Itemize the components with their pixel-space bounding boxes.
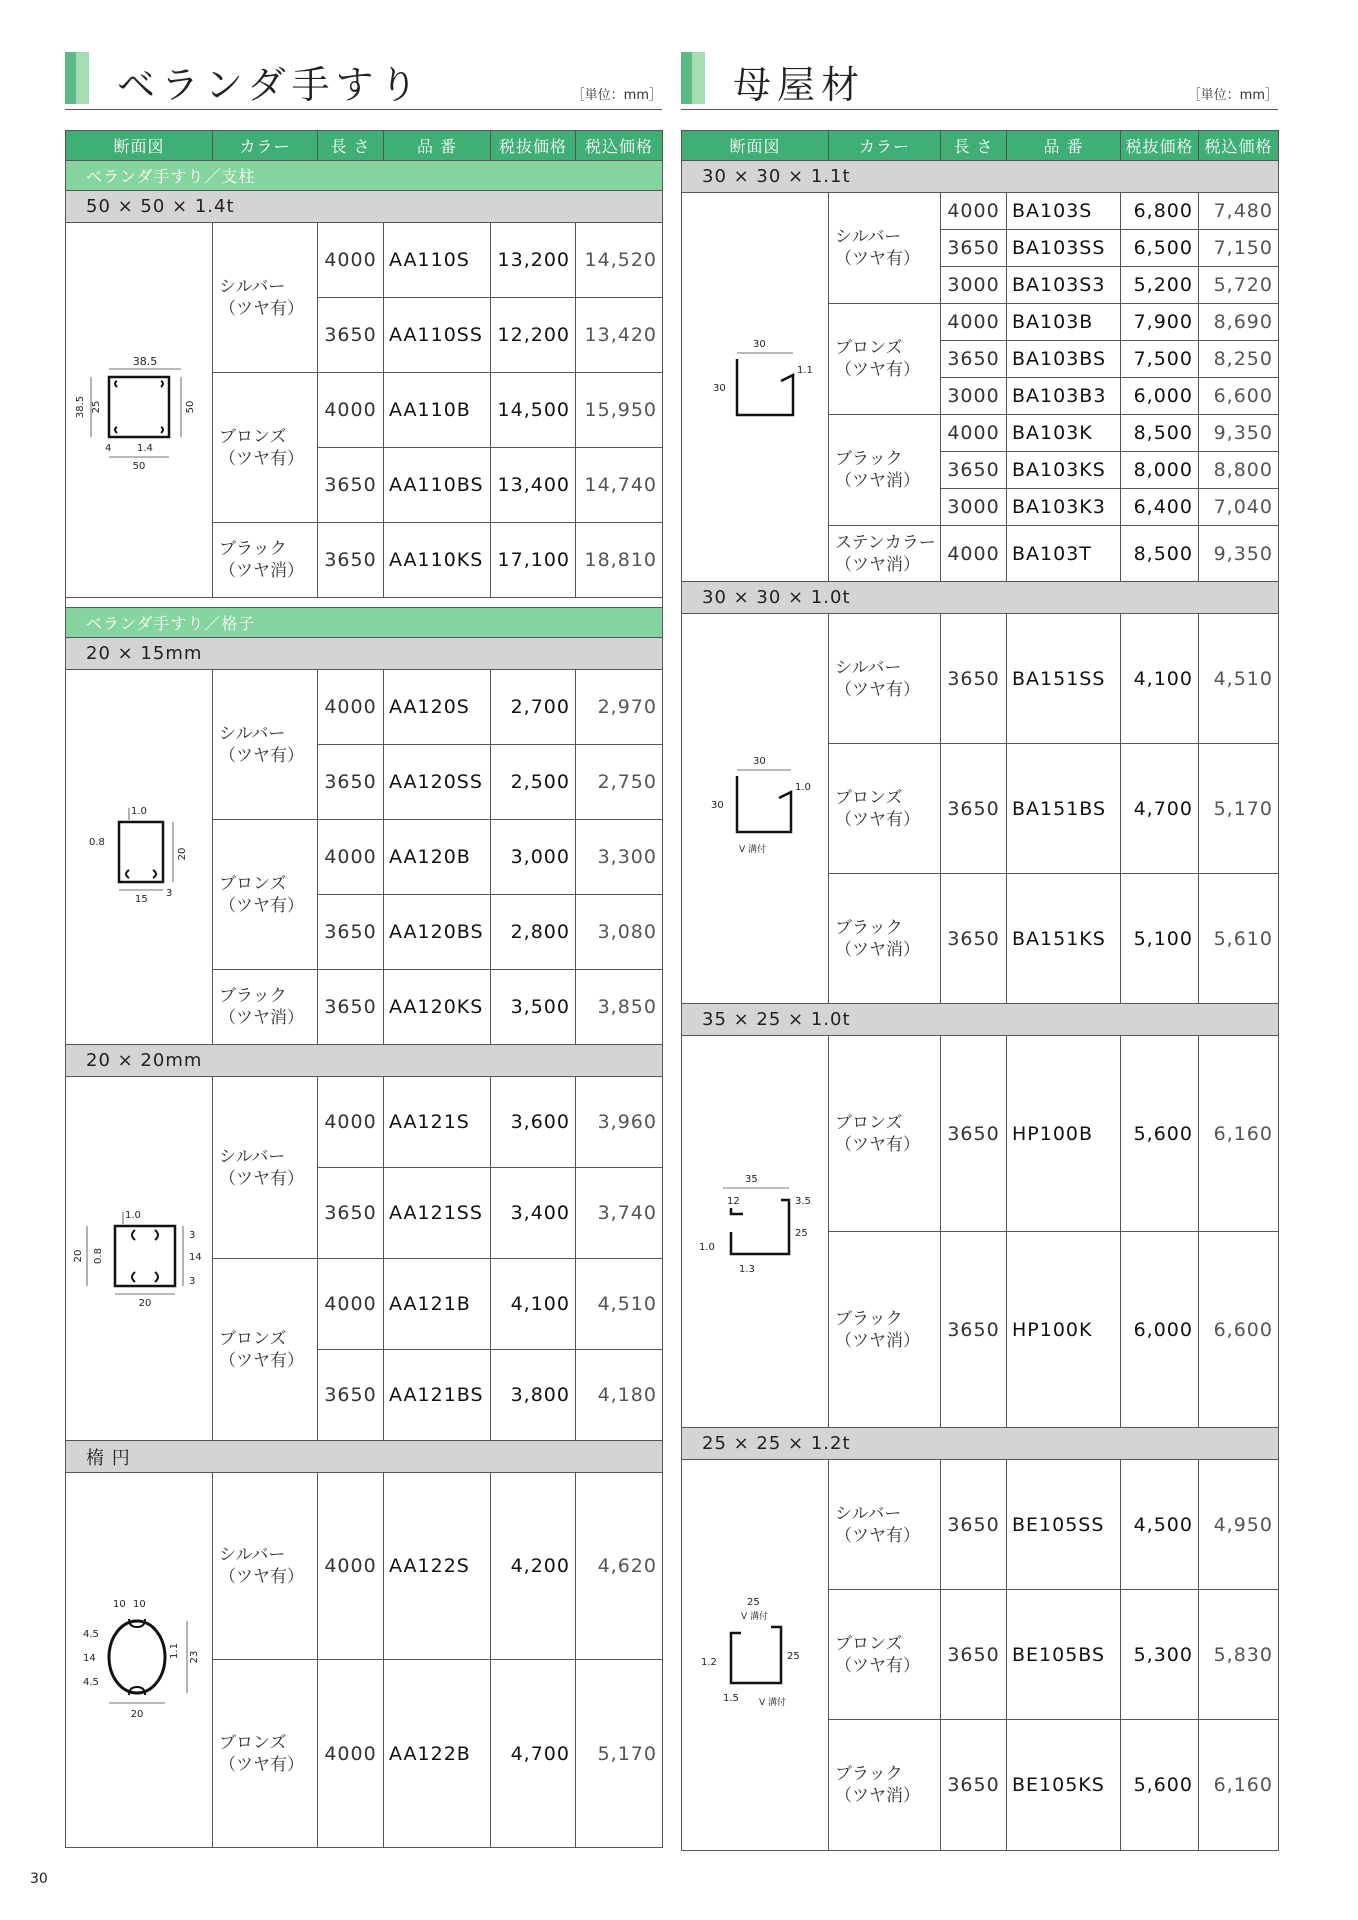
svg-text:1.2: 1.2	[701, 1657, 717, 1668]
price-incl-tax: 14,740	[576, 448, 663, 523]
price-incl-tax: 5,720	[1199, 267, 1279, 304]
svg-text:30: 30	[753, 755, 766, 767]
part-number: HP100B	[1007, 1036, 1121, 1232]
price-excl-tax: 17,100	[491, 523, 576, 598]
table-row	[682, 1036, 1279, 1232]
part-number: BA103K3	[1007, 489, 1121, 526]
price-excl-tax: 12,200	[491, 298, 576, 373]
length: 3650	[318, 523, 384, 598]
svg-text:50: 50	[132, 461, 146, 472]
cross-section-diagram	[66, 670, 213, 1045]
price-excl-tax: 6,800	[1121, 193, 1199, 230]
price-excl-tax: 14,500	[491, 373, 576, 448]
cross-section-lipped-channel	[685, 1170, 825, 1290]
price-incl-tax: 7,040	[1199, 489, 1279, 526]
svg-text:50: 50	[185, 400, 196, 414]
part-number: BE105KS	[1007, 1720, 1121, 1851]
part-number: BE105BS	[1007, 1590, 1121, 1720]
part-number: BA151SS	[1007, 614, 1121, 744]
cross-section-diagram	[66, 223, 213, 598]
cross-section-20x15	[69, 800, 209, 910]
part-number: BA103B	[1007, 304, 1121, 341]
color-bronze-gloss: ブロンズ （ツヤ有）	[213, 373, 318, 523]
svg-text:25: 25	[747, 1597, 760, 1608]
price-incl-tax: 14,520	[576, 223, 663, 298]
price-incl-tax: 5,830	[1199, 1590, 1279, 1720]
color-bronze-gloss: ブロンズ （ツヤ有）	[213, 1660, 318, 1848]
part-number: AA120BS	[384, 895, 491, 970]
color-silver-gloss: シルバー （ツヤ有）	[213, 1077, 318, 1259]
price-table-purlin	[681, 130, 1279, 1851]
price-incl-tax: 4,620	[576, 1473, 663, 1660]
table-row	[682, 193, 1279, 230]
color-black-matte: ブラック （ツヤ消）	[213, 523, 318, 598]
cross-section-diagram	[682, 193, 829, 582]
price-excl-tax: 4,200	[491, 1473, 576, 1660]
price-incl-tax: 9,350	[1199, 526, 1279, 582]
length: 3650	[941, 744, 1007, 874]
color-silver-gloss: シルバー （ツヤ有）	[829, 614, 941, 744]
price-excl-tax: 7,900	[1121, 304, 1199, 341]
part-number: AA110SS	[384, 298, 491, 373]
part-number: AA122S	[384, 1473, 491, 1660]
color-silver-gloss: シルバー （ツヤ有）	[213, 1473, 318, 1660]
svg-text:1.3: 1.3	[739, 1263, 755, 1275]
price-incl-tax: 3,300	[576, 820, 663, 895]
color-black-matte: ブラック （ツヤ消）	[829, 874, 941, 1004]
price-excl-tax: 7,500	[1121, 341, 1199, 378]
length: 3650	[318, 970, 384, 1045]
svg-text:4.5: 4.5	[83, 1629, 99, 1640]
table-row	[66, 670, 663, 745]
price-incl-tax: 2,970	[576, 670, 663, 745]
header-price-excl-tax: 税抜価格	[1121, 131, 1199, 161]
table-header-row	[66, 131, 663, 161]
price-incl-tax: 6,600	[1199, 1232, 1279, 1428]
part-number: BA103B3	[1007, 378, 1121, 415]
cross-section-diagram	[682, 1036, 829, 1428]
cross-section-diagram	[66, 1473, 213, 1848]
length: 4000	[941, 526, 1007, 582]
part-number: AA120KS	[384, 970, 491, 1045]
svg-text:25: 25	[787, 1651, 800, 1662]
price-excl-tax: 13,200	[491, 223, 576, 298]
price-incl-tax: 3,850	[576, 970, 663, 1045]
svg-text:35: 35	[745, 1173, 758, 1185]
category-lattice: ベランダ手すり／格子	[66, 608, 663, 638]
price-incl-tax: 2,750	[576, 745, 663, 820]
length: 3650	[941, 230, 1007, 267]
length: 3000	[941, 267, 1007, 304]
svg-text:10: 10	[113, 1599, 126, 1610]
svg-text:30: 30	[713, 383, 726, 394]
table-row	[66, 223, 663, 298]
part-number: AA110S	[384, 223, 491, 298]
part-number: AA110B	[384, 373, 491, 448]
price-excl-tax: 5,300	[1121, 1590, 1199, 1720]
table-row	[682, 614, 1279, 744]
length: 3650	[318, 1350, 384, 1441]
length: 4000	[941, 415, 1007, 452]
table-row	[66, 1077, 663, 1168]
length: 3650	[941, 1232, 1007, 1428]
svg-text:1.1: 1.1	[169, 1643, 180, 1659]
price-excl-tax: 3,000	[491, 820, 576, 895]
price-excl-tax: 5,100	[1121, 874, 1199, 1004]
color-silver-gloss: シルバー （ツヤ有）	[213, 670, 318, 820]
price-excl-tax: 6,000	[1121, 1232, 1199, 1428]
price-incl-tax: 3,080	[576, 895, 663, 970]
length: 4000	[318, 223, 384, 298]
svg-text:15: 15	[135, 894, 148, 905]
svg-text:14: 14	[189, 1251, 202, 1263]
price-incl-tax: 18,810	[576, 523, 663, 598]
price-excl-tax: 3,800	[491, 1350, 576, 1441]
price-incl-tax: 7,150	[1199, 230, 1279, 267]
svg-text:23: 23	[189, 1650, 200, 1664]
part-number: AA120B	[384, 820, 491, 895]
part-number: AA121S	[384, 1077, 491, 1168]
size-heading: 50 × 50 × 1.4t	[66, 191, 663, 223]
length: 3650	[318, 448, 384, 523]
header-length: 長 さ	[941, 131, 1007, 161]
color-black-matte: ブラック （ツヤ消）	[829, 1232, 941, 1428]
svg-text:4.5: 4.5	[83, 1677, 99, 1688]
svg-text:1.1: 1.1	[797, 365, 813, 376]
svg-text:V 溝付: V 溝付	[759, 1698, 787, 1708]
part-number: AA110BS	[384, 448, 491, 523]
svg-text:20: 20	[138, 1297, 152, 1309]
svg-text:1.4: 1.4	[137, 443, 153, 454]
part-number: BA103T	[1007, 526, 1121, 582]
section-title: 母屋材	[733, 63, 866, 107]
length: 4000	[941, 304, 1007, 341]
price-incl-tax: 8,800	[1199, 452, 1279, 489]
header-price-incl-tax: 税込価格	[1199, 131, 1279, 161]
length: 3650	[318, 895, 384, 970]
color-black-matte: ブラック （ツヤ消）	[829, 1720, 941, 1851]
price-excl-tax: 5,600	[1121, 1720, 1199, 1851]
price-excl-tax: 4,100	[491, 1259, 576, 1350]
length: 3000	[941, 489, 1007, 526]
price-incl-tax: 4,510	[1199, 614, 1279, 744]
svg-text:10: 10	[133, 1599, 146, 1610]
length: 3650	[318, 1168, 384, 1259]
svg-text:25: 25	[91, 400, 102, 414]
svg-text:0.8: 0.8	[89, 837, 105, 848]
price-excl-tax: 4,500	[1121, 1460, 1199, 1590]
color-stain-matte: ステンカラー （ツヤ消）	[829, 526, 941, 582]
svg-text:1.0: 1.0	[795, 781, 811, 793]
size-heading: 楕 円	[66, 1441, 663, 1473]
size-heading: 20 × 20mm	[66, 1045, 663, 1077]
length: 4000	[318, 373, 384, 448]
header-color: カラー	[213, 131, 318, 161]
svg-text:1.0: 1.0	[131, 806, 147, 817]
part-number: BA103S3	[1007, 267, 1121, 304]
svg-text:V 溝付: V 溝付	[739, 844, 767, 855]
header-price-excl-tax: 税抜価格	[491, 131, 576, 161]
price-excl-tax: 4,700	[1121, 744, 1199, 874]
length: 3650	[941, 452, 1007, 489]
title-accent-bar	[65, 52, 89, 104]
price-excl-tax: 3,500	[491, 970, 576, 1045]
length: 3650	[318, 745, 384, 820]
price-incl-tax: 13,420	[576, 298, 663, 373]
color-bronze-gloss: ブロンズ （ツヤ有）	[829, 304, 941, 415]
cross-section-diagram	[682, 614, 829, 1004]
color-bronze-gloss: ブロンズ （ツヤ有）	[213, 820, 318, 970]
unit-label: ［単位：mm］	[1187, 88, 1278, 103]
part-number: BA103KS	[1007, 452, 1121, 489]
category-post: ベランダ手すり／支柱	[66, 161, 663, 191]
table-row	[66, 1473, 663, 1660]
header-part-number: 品 番	[384, 131, 491, 161]
cross-section-square-post	[69, 343, 209, 473]
cross-section-lipped-channel-v-groove	[685, 1593, 825, 1713]
part-number: BA151BS	[1007, 744, 1121, 874]
part-number: BA103BS	[1007, 341, 1121, 378]
cross-section-c-channel-30	[685, 335, 825, 435]
part-number: AA121BS	[384, 1350, 491, 1441]
price-excl-tax: 8,000	[1121, 452, 1199, 489]
length: 3000	[941, 378, 1007, 415]
part-number: BE105SS	[1007, 1460, 1121, 1590]
size-heading: 35 × 25 × 1.0t	[682, 1004, 1279, 1036]
part-number: AA121SS	[384, 1168, 491, 1259]
part-number: AA120SS	[384, 745, 491, 820]
header-diagram: 断面図	[682, 131, 829, 161]
price-excl-tax: 8,500	[1121, 415, 1199, 452]
svg-text:30: 30	[711, 799, 724, 811]
section-title: ベランダ手すり	[117, 63, 424, 107]
price-excl-tax: 6,000	[1121, 378, 1199, 415]
svg-text:1.5: 1.5	[723, 1693, 739, 1704]
table-header-row	[682, 131, 1279, 161]
svg-text:V 溝付: V 溝付	[741, 1612, 769, 1622]
cross-section-diagram	[682, 1460, 829, 1851]
price-excl-tax: 4,700	[491, 1660, 576, 1848]
length: 3650	[941, 1720, 1007, 1851]
length: 3650	[941, 1590, 1007, 1720]
part-number: AA120S	[384, 670, 491, 745]
header-color: カラー	[829, 131, 941, 161]
price-incl-tax: 6,160	[1199, 1036, 1279, 1232]
length: 4000	[318, 1259, 384, 1350]
svg-text:3: 3	[166, 888, 173, 899]
table-row	[682, 1460, 1279, 1590]
price-excl-tax: 2,500	[491, 745, 576, 820]
svg-text:20: 20	[130, 1709, 144, 1720]
color-bronze-gloss: ブロンズ （ツヤ有）	[829, 1036, 941, 1232]
length: 4000	[318, 670, 384, 745]
svg-text:25: 25	[795, 1227, 808, 1239]
price-incl-tax: 5,170	[1199, 744, 1279, 874]
section-title-row	[681, 52, 1278, 110]
svg-text:12: 12	[727, 1195, 740, 1207]
color-bronze-gloss: ブロンズ （ツヤ有）	[829, 1590, 941, 1720]
length: 4000	[318, 820, 384, 895]
part-number: BA103S	[1007, 193, 1121, 230]
svg-text:30: 30	[753, 339, 766, 350]
header-length: 長 さ	[318, 131, 384, 161]
price-incl-tax: 8,250	[1199, 341, 1279, 378]
price-excl-tax: 3,400	[491, 1168, 576, 1259]
part-number: AA121B	[384, 1259, 491, 1350]
part-number: AA122B	[384, 1660, 491, 1848]
svg-text:14: 14	[83, 1653, 96, 1664]
length: 3650	[318, 298, 384, 373]
length: 3650	[941, 874, 1007, 1004]
price-excl-tax: 2,800	[491, 895, 576, 970]
cross-section-diagram	[66, 1077, 213, 1441]
length: 3650	[941, 1036, 1007, 1232]
price-incl-tax: 9,350	[1199, 415, 1279, 452]
price-excl-tax: 13,400	[491, 448, 576, 523]
cross-section-20x20	[69, 1202, 209, 1312]
color-black-matte: ブラック （ツヤ消）	[213, 970, 318, 1045]
svg-text:1.0: 1.0	[125, 1209, 141, 1221]
cross-section-c-channel-v-groove	[685, 752, 825, 862]
header-part-number: 品 番	[1007, 131, 1121, 161]
part-number: AA110KS	[384, 523, 491, 598]
section-spacer	[66, 598, 663, 608]
price-excl-tax: 2,700	[491, 670, 576, 745]
cross-section-ellipse	[69, 1593, 209, 1723]
price-excl-tax: 6,500	[1121, 230, 1199, 267]
price-incl-tax: 6,600	[1199, 378, 1279, 415]
length: 4000	[941, 193, 1007, 230]
svg-text:38.5: 38.5	[132, 355, 158, 368]
price-incl-tax: 7,480	[1199, 193, 1279, 230]
price-incl-tax: 8,690	[1199, 304, 1279, 341]
unit-label: ［単位：mm］	[571, 88, 662, 103]
price-incl-tax: 3,740	[576, 1168, 663, 1259]
part-number: BA103SS	[1007, 230, 1121, 267]
price-incl-tax: 4,180	[576, 1350, 663, 1441]
price-excl-tax: 8,500	[1121, 526, 1199, 582]
part-number: BA103K	[1007, 415, 1121, 452]
price-excl-tax: 3,600	[491, 1077, 576, 1168]
length: 3650	[941, 614, 1007, 744]
color-silver-gloss: シルバー （ツヤ有）	[829, 193, 941, 304]
svg-text:3: 3	[189, 1229, 196, 1241]
color-silver-gloss: シルバー （ツヤ有）	[829, 1460, 941, 1590]
part-number: HP100K	[1007, 1232, 1121, 1428]
price-incl-tax: 4,510	[576, 1259, 663, 1350]
svg-text:1.0: 1.0	[699, 1241, 715, 1253]
title-accent-bar	[681, 52, 705, 104]
length: 4000	[318, 1660, 384, 1848]
price-excl-tax: 6,400	[1121, 489, 1199, 526]
color-bronze-gloss: ブロンズ （ツヤ有）	[213, 1259, 318, 1441]
part-number: BA151KS	[1007, 874, 1121, 1004]
header-price-incl-tax: 税込価格	[576, 131, 663, 161]
header-diagram: 断面図	[66, 131, 213, 161]
svg-text:20: 20	[177, 847, 188, 861]
size-heading: 30 × 30 × 1.0t	[682, 582, 1279, 614]
svg-text:4: 4	[105, 443, 112, 454]
svg-text:20: 20	[73, 1249, 84, 1262]
price-incl-tax: 4,950	[1199, 1460, 1279, 1590]
color-silver-gloss: シルバー （ツヤ有）	[213, 223, 318, 373]
price-incl-tax: 5,170	[576, 1660, 663, 1848]
price-incl-tax: 5,610	[1199, 874, 1279, 1004]
svg-text:0.8: 0.8	[93, 1247, 104, 1264]
svg-text:3: 3	[189, 1275, 196, 1287]
length: 4000	[318, 1473, 384, 1660]
section-title-row	[65, 52, 662, 110]
price-excl-tax: 5,200	[1121, 267, 1199, 304]
size-heading: 25 × 25 × 1.2t	[682, 1428, 1279, 1460]
size-heading: 20 × 15mm	[66, 638, 663, 670]
price-incl-tax: 6,160	[1199, 1720, 1279, 1851]
length: 4000	[318, 1077, 384, 1168]
price-incl-tax: 3,960	[576, 1077, 663, 1168]
color-black-matte: ブラック （ツヤ消）	[829, 415, 941, 526]
svg-text:38.5: 38.5	[75, 395, 86, 419]
color-bronze-gloss: ブロンズ （ツヤ有）	[829, 744, 941, 874]
size-heading: 30 × 30 × 1.1t	[682, 161, 1279, 193]
price-excl-tax: 4,100	[1121, 614, 1199, 744]
price-excl-tax: 5,600	[1121, 1036, 1199, 1232]
length: 3650	[941, 1460, 1007, 1590]
price-incl-tax: 15,950	[576, 373, 663, 448]
price-table-veranda	[65, 130, 663, 1848]
svg-text:3.5: 3.5	[795, 1195, 811, 1207]
page-number: 30	[30, 1871, 48, 1887]
length: 3650	[941, 341, 1007, 378]
